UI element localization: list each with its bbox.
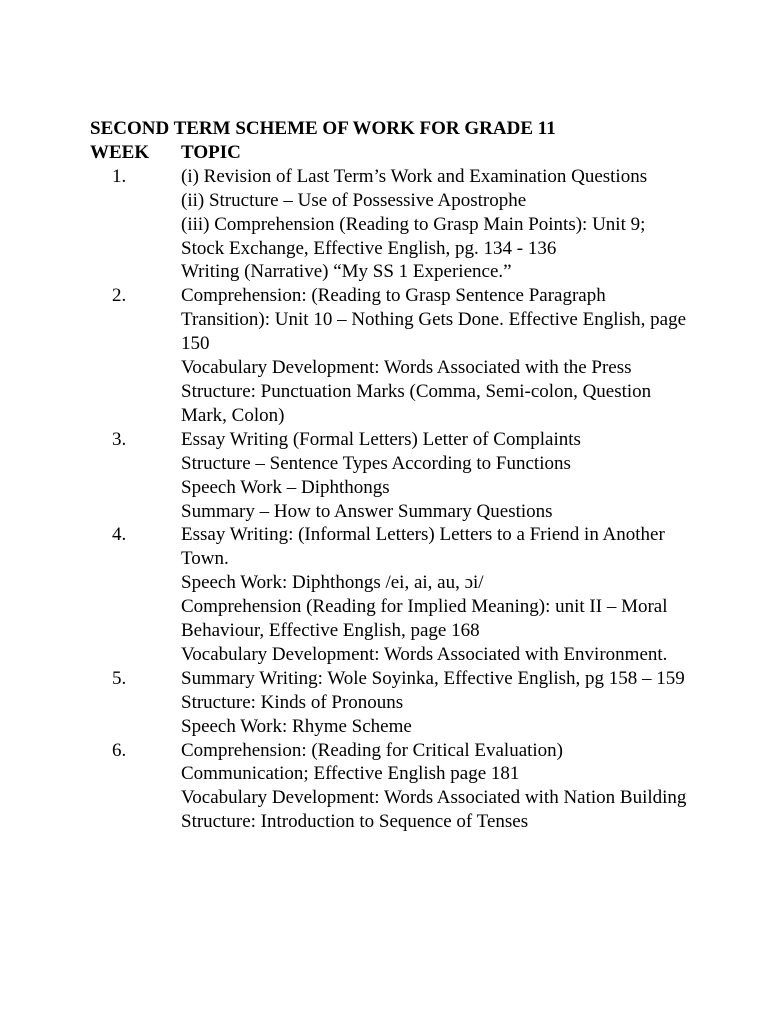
topic-item: Speech Work: Rhyme Scheme: [181, 715, 412, 737]
topic-item: Essay Writing (Formal Letters) Letter of Complaints: [181, 428, 581, 450]
topic-item: Comprehension (Reading for Implied Meaning): unit II – Moral Behaviour, Effective English, page 168: [181, 596, 668, 642]
week-topics: [181, 428, 690, 524]
week-row: [90, 428, 690, 524]
topic-item: (i) Revision of Last Term’s Work and Examination Questions: [181, 165, 648, 187]
topic-item: (ii) Structure – Use of Possessive Apostrophe: [181, 189, 527, 211]
topic-column-header: TOPIC: [181, 141, 241, 163]
week-number: 2.: [112, 285, 127, 307]
topic-item: (iii) Comprehension (Reading to Grasp Main Points): Unit 9; Stock Exchange, Effective English, pg. 134 - 136: [181, 213, 646, 259]
week-column-header: WEEK: [90, 141, 150, 163]
week-row: [90, 284, 690, 427]
topic-item: Vocabulary Development: Words Associated with the Press: [181, 357, 632, 379]
week-number: 6.: [112, 739, 127, 761]
week-number: 5.: [112, 667, 127, 689]
topic-item: Essay Writing: (Informal Letters) Letters to a Friend in Another Town.: [181, 524, 665, 570]
week-row: [90, 739, 690, 835]
topic-item: Vocabulary Development: Words Associated with Environment.: [181, 643, 668, 665]
week-row: [90, 165, 690, 285]
week-number: 3.: [112, 428, 127, 450]
topic-item: Structure – Sentence Types According to Functions: [181, 452, 571, 474]
week-topics: [181, 739, 690, 835]
topic-item: Speech Work – Diphthongs: [181, 476, 390, 498]
topic-item: Comprehension: (Reading for Critical Evaluation) Communication; Effective English page 181: [181, 739, 564, 785]
weeks-list: [90, 165, 690, 834]
topic-item: Summary – How to Answer Summary Questions: [181, 500, 553, 522]
week-row: [90, 667, 690, 739]
document-title: SECOND TERM SCHEME OF WORK FOR GRADE 11: [90, 118, 556, 139]
topic-item: Structure: Introduction to Sequence of Tenses: [181, 811, 529, 833]
topic-item: Structure: Punctuation Marks (Comma, Semi-colon, Question Mark, Colon): [181, 380, 652, 426]
week-topics: [181, 667, 690, 739]
topic-item: Summary Writing: Wole Soyinka, Effective English, pg 158 – 159: [181, 667, 685, 689]
topic-item: Speech Work: Diphthongs /ei, ai, au, ɔi/: [181, 572, 484, 594]
week-number: 4.: [112, 524, 127, 546]
topic-item: Comprehension: (Reading to Grasp Sentence Paragraph Transition): Unit 10 – Nothing Gets Done. Effective English, page 150: [181, 285, 687, 355]
scheme-of-work-page: [90, 117, 690, 834]
week-topics: [181, 284, 690, 427]
week-topics: [181, 165, 690, 285]
column-headers: [90, 141, 690, 165]
topic-item: Writing (Narrative) “My SS 1 Experience.”: [181, 261, 512, 283]
week-row: [90, 523, 690, 666]
week-number: 1.: [112, 165, 127, 187]
topic-item: Vocabulary Development: Words Associated with Nation Building: [181, 787, 687, 809]
topic-item: Structure: Kinds of Pronouns: [181, 691, 404, 713]
week-topics: [181, 523, 690, 666]
